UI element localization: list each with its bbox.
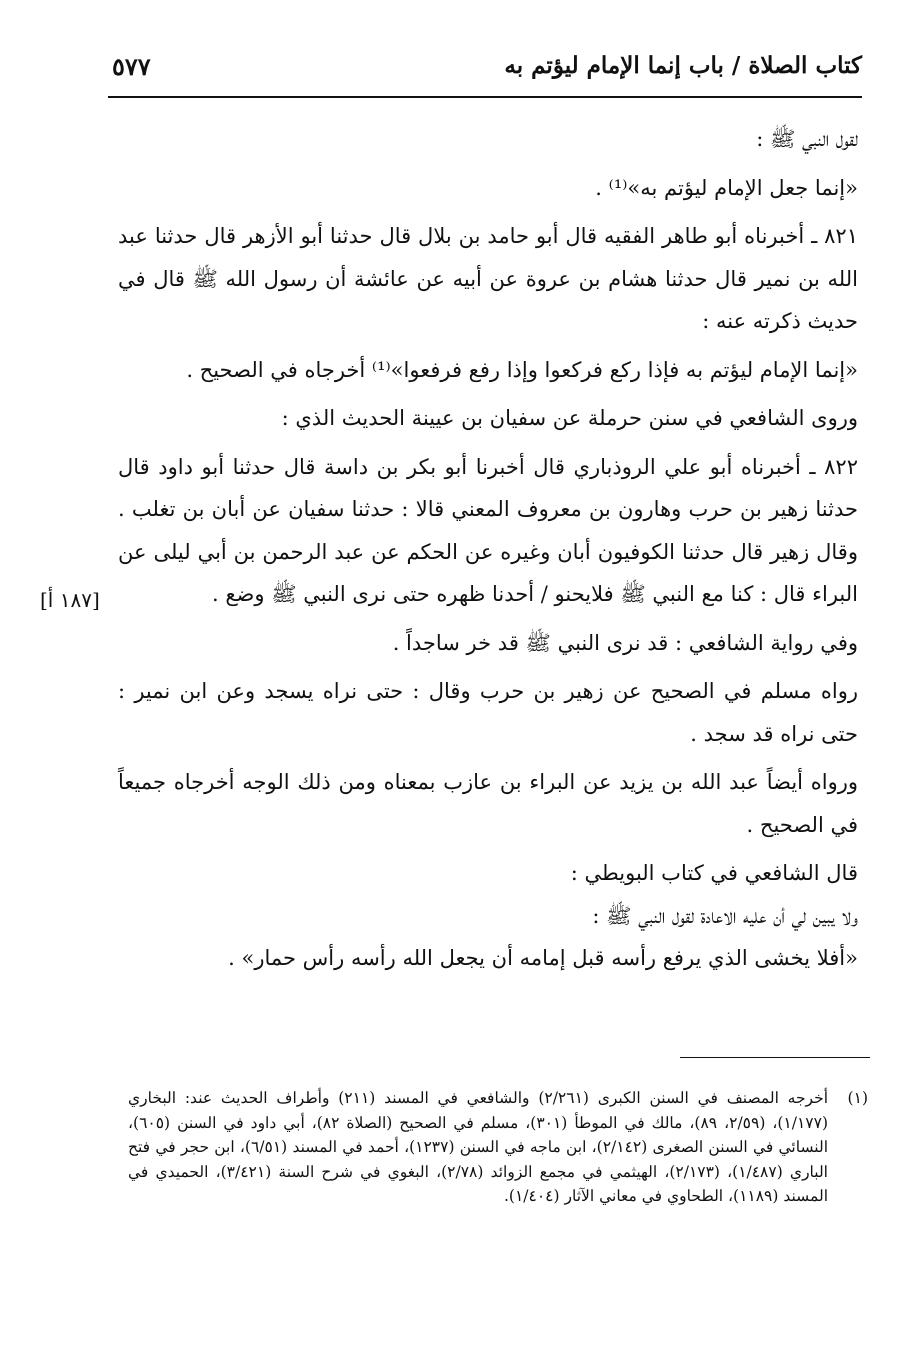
page-number: ٥٧٧ [112, 52, 151, 81]
paragraph: ولا يبين لي أن عليه الاعادة لقول النبي ﷺ : [592, 903, 858, 928]
manuscript-folio-note: [١٨٧ أ] [40, 588, 100, 612]
paragraph: «إنما الإمام ليؤتم به فإذا ركع فركعوا وإذا رفع فرفعوا»⁽¹⁾ أخرجاه في الصحيح . [186, 357, 858, 382]
main-text [118, 118, 858, 980]
paragraph: رواه مسلم في الصحيح عن زهير بن حرب وقال : حتى نراه يسجد وعن ابن نمير : حتى نراه قد سجد . [118, 679, 858, 746]
paragraph: ورواه أيضاً عبد الله بن يزيد عن البراء بن عازب بمعناه ومن ذلك الوجه أخرجاه جميعاً في الصحيح . [118, 770, 858, 837]
paragraph: «أفلا يخشى الذي يرفع رأسه قبل إمامه أن يجعل الله رأسه رأس حمار» . [228, 946, 858, 970]
running-title: كتاب الصلاة / باب إنما الإمام ليؤتم به [504, 52, 862, 79]
footnotes [128, 1086, 868, 1209]
paragraph: «إنما جعل الإمام ليؤتم به»⁽¹⁾ . [595, 175, 858, 200]
hadith-821: ٨٢١ ـ أخبرناه أبو طاهر الفقيه قال أبو حامد بن بلال قال حدثنا أبو الأزهر قال حدثنا عبد الله بن نمير قال حدثنا هشام بن عروة عن أبيه عن عائشة أن رسول الله ﷺ قال في حديث ذكرته عنه : [118, 224, 858, 333]
footnote-text: أخرجه المصنف في السنن الكبرى (٢/٢٦١) والشافعي في المسند (٢١١) وأطراف الحديث عند: البخاري (١/١٧٧)، (٢/٥٩، ٨٩)، مالك في الموطأ (٣٠١)، مسلم في الصحيح (الصلاة ٨٢)، أبي داود في السنن (٦٠٥)، النسائي في السنن الصغرى (٢/١٤٢)، ابن ماجه في السنن (١٢٣٧)، أحمد في المسند (٦/٥١)، ابن حجر في فتح الباري (١/٤٨٧)، (٢/١٧٣)، الهيثمي في مجمع الزوائد (٢/٧٨)، البغوي في شرح السنة (٣/٤٢١)، الحميدي في المسند (١١٨٩)، الطحاوي في معاني الآثار (١/٤٠٤). [128, 1089, 829, 1205]
page-header [108, 46, 862, 96]
hadith-822: ٨٢٢ ـ أخبرناه أبو علي الروذباري قال أخبرنا أبو بكر بن داسة قال حدثنا أبو داود قال حدثنا زهير بن حرب وهارون بن معروف المعني قالا : حدثنا سفيان عن أبان بن تغلب . وقال زهير قال حدثنا الكوفيون أبان وغيره عن الحكم عن عبد الرحمن بن أبي ليلى عن البراء قال : كنا مع النبي ﷺ فلايحنو / أحدنا ظهره حتى نرى النبي ﷺ وضع . [118, 454, 858, 606]
footnote-marker: (١) [847, 1089, 868, 1107]
header-divider [108, 96, 862, 98]
paragraph: لقول النبي ﷺ : [756, 127, 858, 151]
paragraph: وروى الشافعي في سنن حرملة عن سفيان بن عيينة الحديث الذي : [281, 406, 858, 430]
footnote-divider [680, 1057, 870, 1058]
paragraph: وفي رواية الشافعي : قد نرى النبي ﷺ قد خر ساجداً . [392, 630, 858, 655]
paragraph: قال الشافعي في كتاب البويطي : [570, 861, 858, 885]
